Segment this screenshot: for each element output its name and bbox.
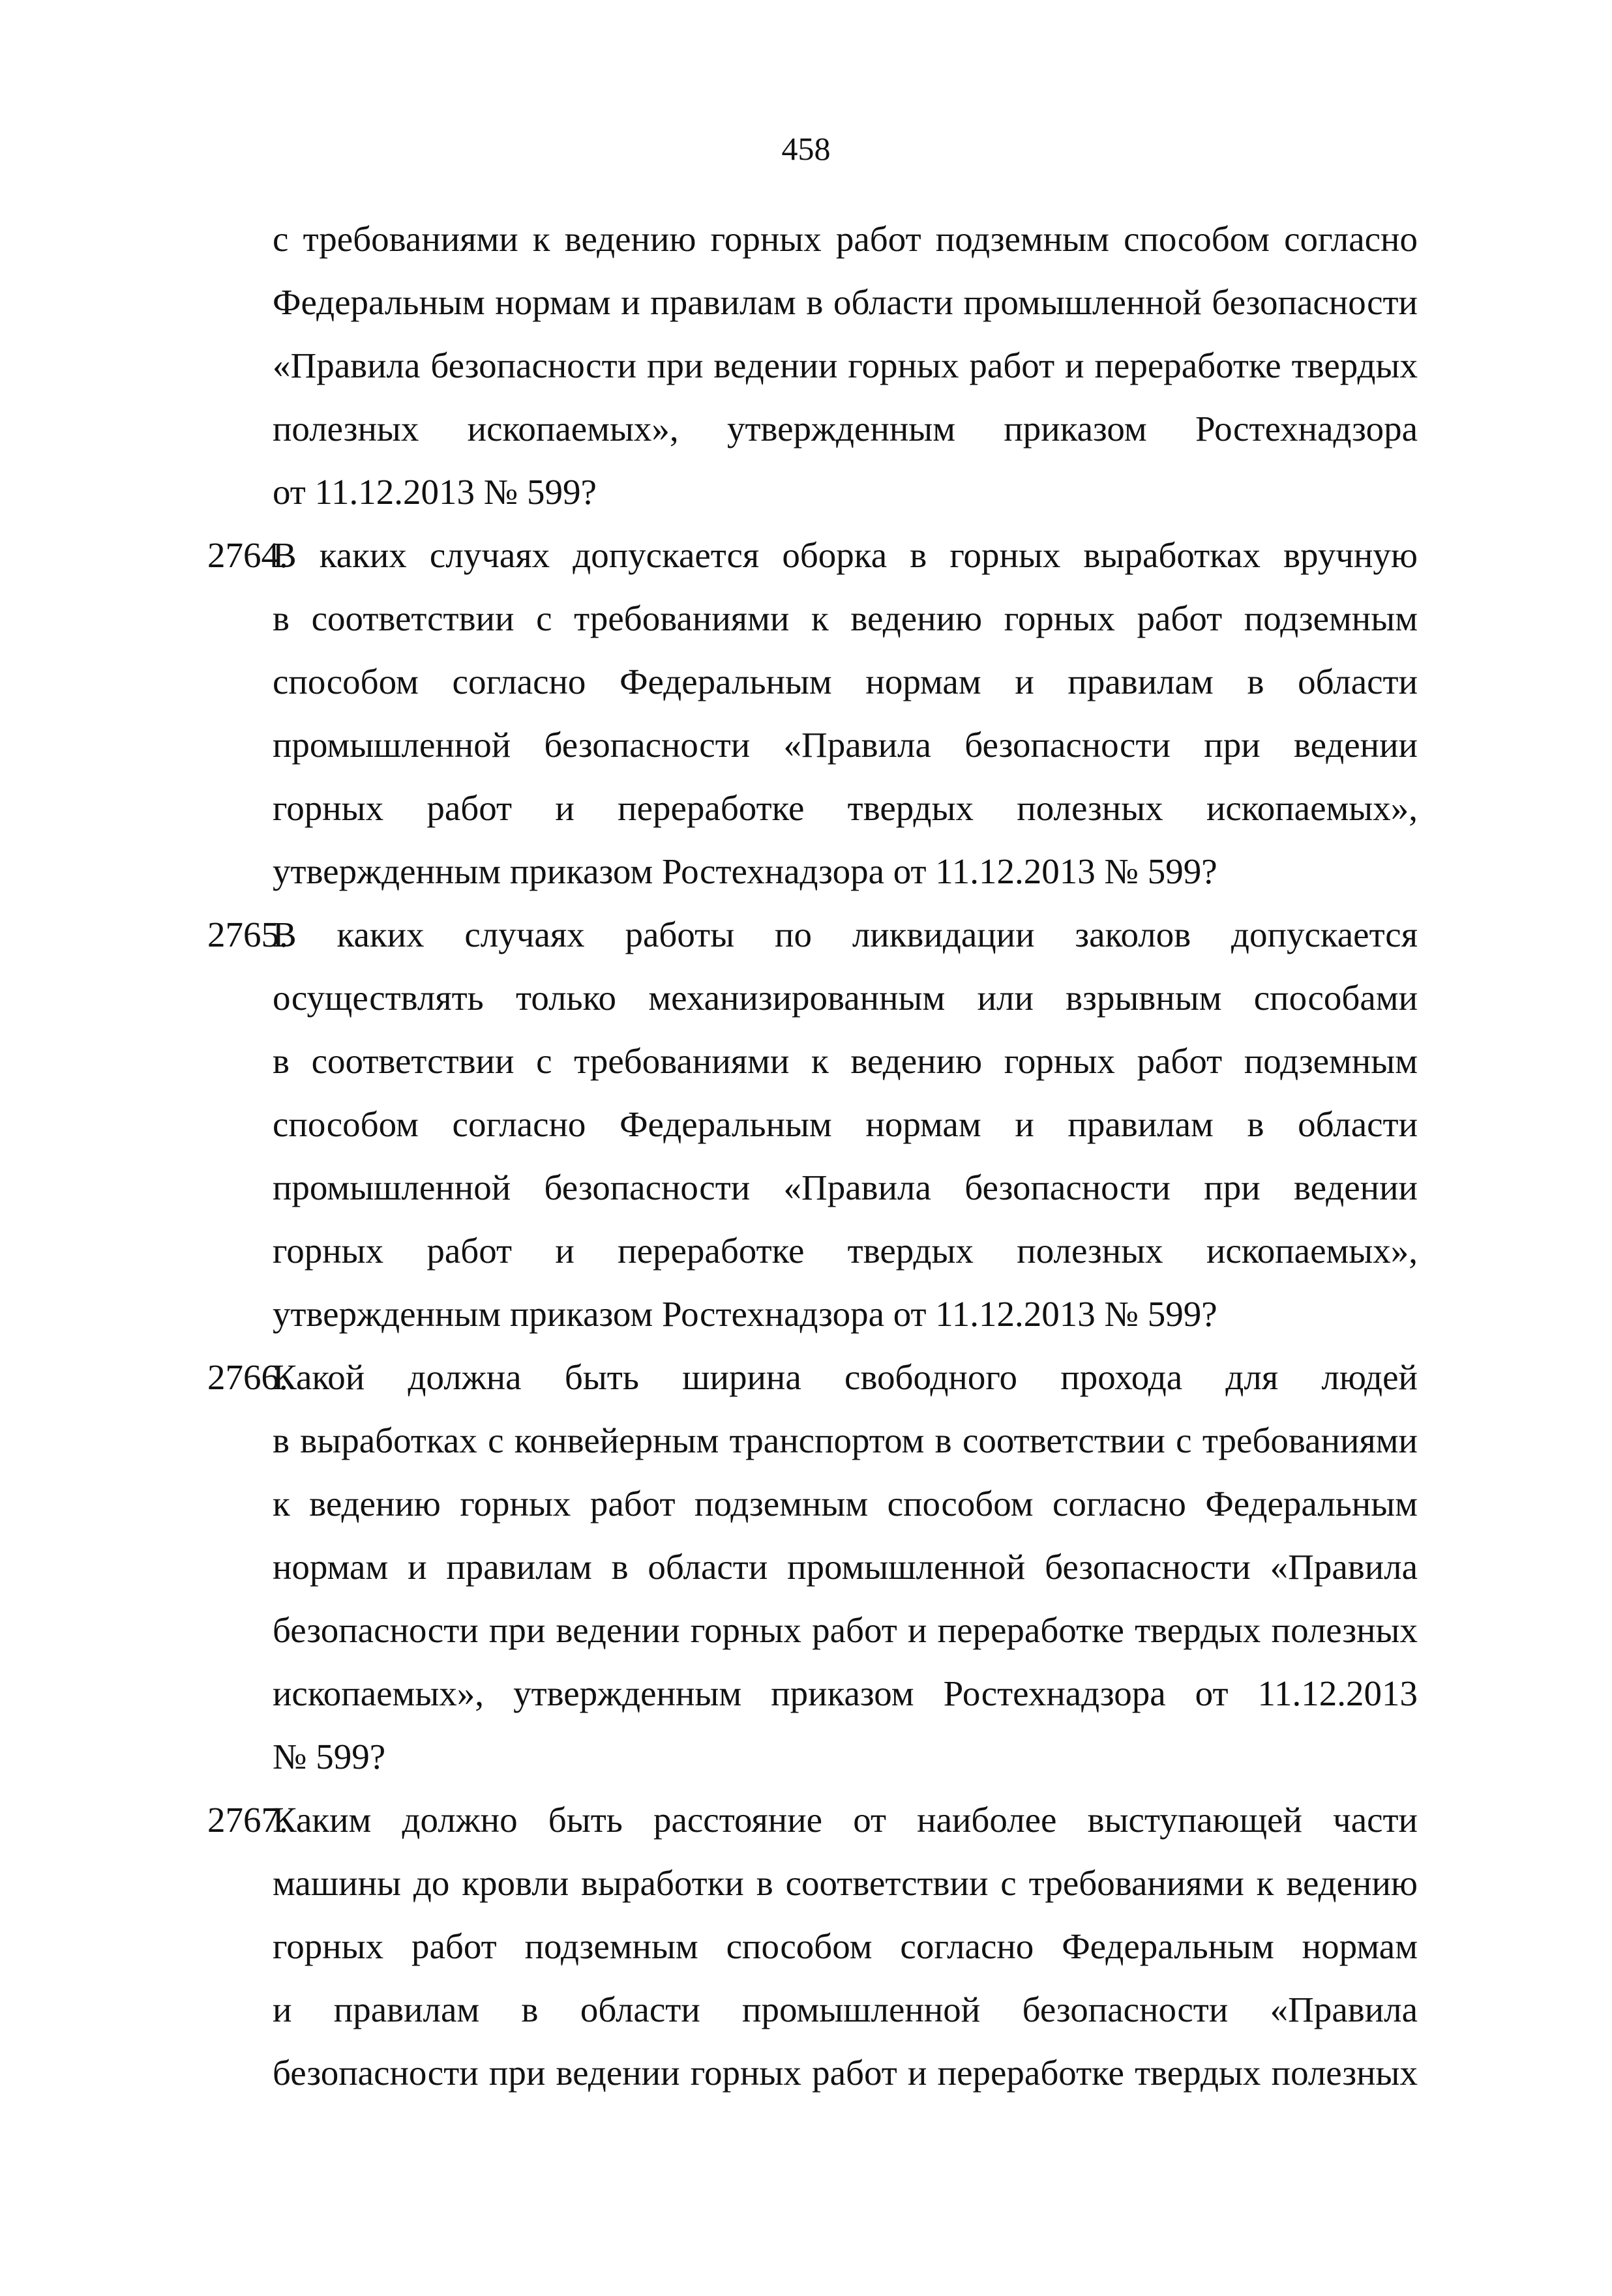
text-line: в выработках с конвейерным транспортом в соответствии с требованиями bbox=[273, 1420, 1418, 1460]
text-line: и правилам в области промышленной безопасности «Правила bbox=[273, 1990, 1418, 2029]
text-line: от 11.12.2013 № 599? bbox=[273, 472, 597, 512]
text-line: способом согласно Федеральным нормам и правилам в области bbox=[273, 662, 1418, 701]
text-line: нормам и правилам в области промышленной безопасности «Правила bbox=[273, 1547, 1418, 1587]
text-line: машины до кровли выработки в соответствии с требованиями к ведению bbox=[273, 1863, 1418, 1903]
question-number: 2767. bbox=[207, 1800, 288, 1840]
question-line bbox=[207, 523, 1418, 587]
text-line: в соответствии с требованиями к ведению горных работ подземным bbox=[273, 598, 1418, 638]
text-line: в соответствии с требованиями к ведению горных работ подземным bbox=[273, 1041, 1418, 1081]
text-line: Федеральным нормам и правилам в области промышленной безопасности bbox=[273, 282, 1418, 322]
text-line: горных работ подземным способом согласно Федеральным нормам bbox=[273, 1926, 1418, 1966]
text-line: В каких случаях работы по ликвидации заколов допускается bbox=[273, 915, 1418, 954]
question-number: 2766. bbox=[207, 1357, 288, 1397]
text-line: способом согласно Федеральным нормам и правилам в области bbox=[273, 1104, 1418, 1144]
question-line bbox=[207, 1788, 1418, 1851]
question-number: 2765. bbox=[207, 915, 288, 954]
text-line: Каким должно быть расстояние от наиболее выступающей части bbox=[273, 1800, 1418, 1840]
question-continuation bbox=[207, 207, 1418, 523]
question-2766 bbox=[207, 1346, 1418, 1788]
text-line: «Правила безопасности при ведении горных работ и переработке твердых bbox=[273, 346, 1418, 385]
text-line: осуществлять только механизированным или взрывным способами bbox=[273, 978, 1418, 1018]
text-line: В каких случаях допускается оборка в горных выработках вручную bbox=[273, 535, 1418, 575]
text-line: горных работ и переработке твердых полезных ископаемых», bbox=[273, 1231, 1418, 1271]
text-line: № 599? bbox=[273, 1737, 386, 1776]
text-line: безопасности при ведении горных работ и переработке твердых полезных bbox=[273, 2053, 1418, 2093]
text-line: утвержденным приказом Ростехнадзора от 11.12.2013 № 599? bbox=[273, 851, 1217, 891]
text-line: с требованиями к ведению горных работ подземным способом согласно bbox=[273, 219, 1418, 259]
text-line: ископаемых», утвержденным приказом Ростехнадзора от 11.12.2013 bbox=[273, 1673, 1418, 1713]
question-line bbox=[207, 1346, 1418, 1409]
text-line: безопасности при ведении горных работ и переработке твердых полезных bbox=[273, 1610, 1418, 1650]
question-number: 2764. bbox=[207, 535, 288, 575]
text-line: полезных ископаемых», утвержденным приказом Ростехнадзора bbox=[273, 409, 1418, 449]
text-line: горных работ и переработке твердых полезных ископаемых», bbox=[273, 788, 1418, 828]
text-line: к ведению горных работ подземным способом согласно Федеральным bbox=[273, 1484, 1418, 1523]
text-line: утвержденным приказом Ростехнадзора от 11.12.2013 № 599? bbox=[273, 1294, 1217, 1334]
question-list bbox=[207, 207, 1418, 2104]
text-line: Какой должна быть ширина свободного прохода для людей bbox=[273, 1357, 1418, 1397]
text-line: промышленной безопасности «Правила безопасности при ведении bbox=[273, 725, 1418, 765]
question-2765 bbox=[207, 903, 1418, 1346]
question-line bbox=[207, 903, 1418, 966]
page-number: 458 bbox=[781, 130, 831, 167]
text-line: промышленной безопасности «Правила безопасности при ведении bbox=[273, 1168, 1418, 1207]
question-2767 bbox=[207, 1788, 1418, 2104]
question-2764 bbox=[207, 523, 1418, 903]
